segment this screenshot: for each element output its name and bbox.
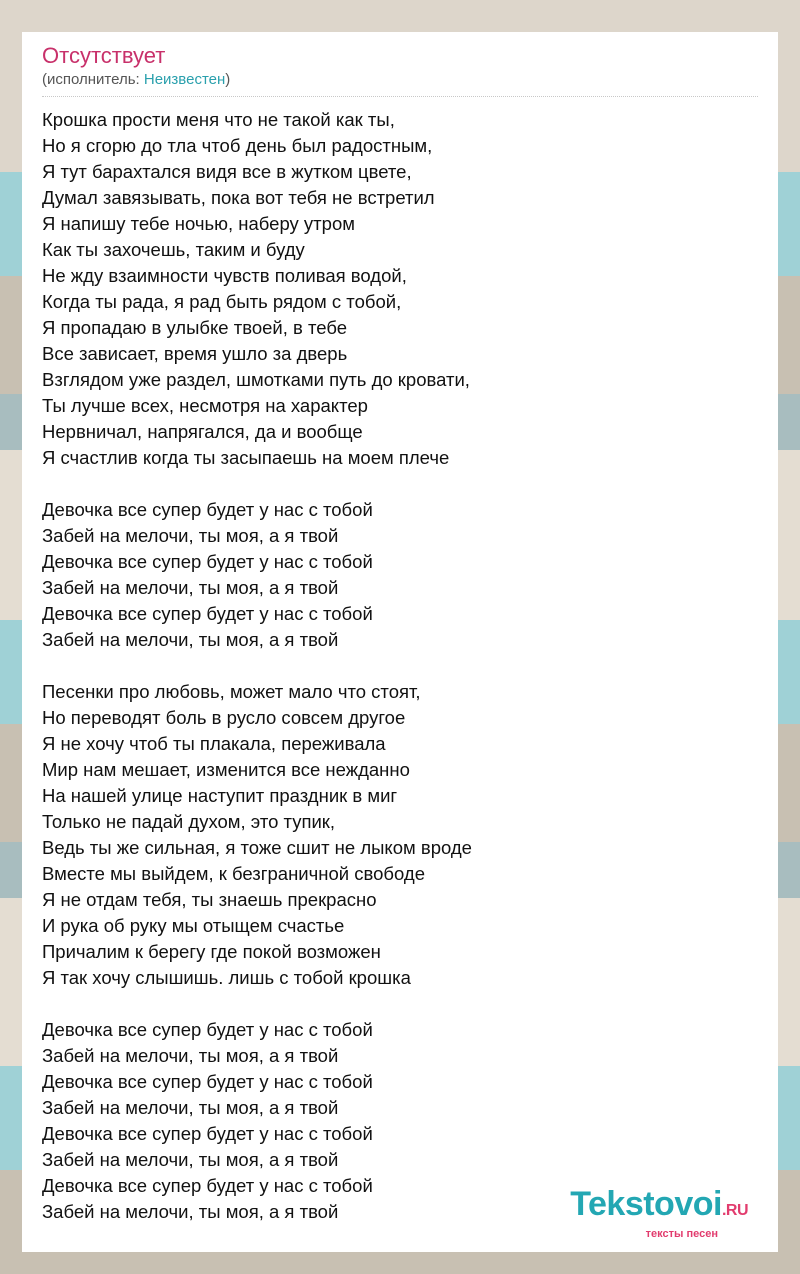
lyrics-verse <box>42 679 758 991</box>
lyrics-line: Девочка все супер будет у нас с тобой <box>42 603 373 624</box>
lyrics-line: Я напишу тебе ночью, наберу утром <box>42 213 355 234</box>
lyrics-line: Я не хочу чтоб ты плакала, переживала <box>42 733 386 754</box>
lyrics-line: Я не отдам тебя, ты знаешь прекрасно <box>42 889 377 910</box>
lyrics-line: Все зависает, время ушло за дверь <box>42 343 348 364</box>
lyrics-line: Я пропадаю в улыбке твоей, в тебе <box>42 317 348 338</box>
lyrics-line: Когда ты рада, я рад быть рядом с тобой, <box>42 291 402 312</box>
artist-prefix: (исполнитель: <box>42 71 144 88</box>
lyrics-line: Как ты захочешь, таким и буду <box>42 239 305 260</box>
lyrics-line: Девочка все супер будет у нас с тобой <box>42 1019 373 1040</box>
artist-link[interactable]: Неизвестен <box>143 71 226 88</box>
song-title: Отсутствует <box>42 43 166 68</box>
lyrics-line: Крошка прости меня что не такой как ты, <box>42 109 395 130</box>
lyrics-line: Вместе мы выйдем, к безграничной свободе <box>42 863 425 884</box>
lyrics-line: Песенки про любовь, может мало что стоят, <box>42 681 421 702</box>
lyrics-line: На нашей улице наступит праздник в миг <box>42 785 398 806</box>
header-divider <box>42 96 758 97</box>
lyrics-line: Я тут барахтался видя все в жутком цвете, <box>42 161 412 182</box>
lyrics-card <box>22 32 778 1252</box>
logo-tld: .RU <box>721 1202 748 1219</box>
lyrics-line: Я счастлив когда ты засыпаешь на моем плече <box>42 447 450 468</box>
lyrics-line: Но переводят боль в русло совсем другое <box>42 707 406 728</box>
lyrics-line: Причалим к берегу где покой возможен <box>42 941 381 962</box>
artist-suffix: ) <box>225 71 231 88</box>
lyrics-line: Девочка все супер будет у нас с тобой <box>42 551 373 572</box>
lyrics-line: И рука об руку мы отыщем счастье <box>42 915 345 936</box>
site-logo[interactable] <box>570 1187 748 1240</box>
lyrics-line: Девочка все супер будет у нас с тобой <box>42 1175 373 1196</box>
lyrics-line: Взглядом уже раздел, шмотками путь до кровати, <box>42 369 470 390</box>
lyrics-line: Забей на мелочи, ты моя, а я твой <box>42 1097 339 1118</box>
lyrics-verse <box>42 497 758 653</box>
lyrics-line: Забей на мелочи, ты моя, а я твой <box>42 1045 339 1066</box>
lyrics-line: Забей на мелочи, ты моя, а я твой <box>42 1149 339 1170</box>
lyrics-line: Не жду взаимности чувств поливая водой, <box>42 265 407 286</box>
logo-tagline: тексты песен <box>645 1228 718 1240</box>
lyrics-line: Я так хочу слышишь. лишь с тобой крошка <box>42 967 411 988</box>
lyrics-line: Забей на мелочи, ты моя, а я твой <box>42 577 339 598</box>
lyrics-line: Мир нам мешает, изменится все нежданно <box>42 759 410 780</box>
lyrics-line: Нервничал, напрягался, да и вообще <box>42 421 363 442</box>
lyrics-line: Девочка все супер будет у нас с тобой <box>42 1071 373 1092</box>
lyrics-line: Забей на мелочи, ты моя, а я твой <box>42 629 339 650</box>
lyrics-line: Думал завязывать, пока вот тебя не встретил <box>42 187 435 208</box>
lyrics-body <box>42 107 758 1225</box>
artist-line <box>42 70 758 90</box>
logo-name: Tekstovoi <box>570 1185 722 1223</box>
lyrics-line: Ведь ты же сильная, я тоже сшит не лыком вроде <box>42 837 472 858</box>
lyrics-verse <box>42 107 758 471</box>
logo-wordmark <box>570 1187 748 1228</box>
lyrics-line: Только не падай духом, это тупик, <box>42 811 336 832</box>
lyrics-line: Забей на мелочи, ты моя, а я твой <box>42 1201 339 1222</box>
lyrics-line: Девочка все супер будет у нас с тобой <box>42 1123 373 1144</box>
lyrics-line: Но я сгорю до тла чтоб день был радостным, <box>42 135 433 156</box>
lyrics-line: Девочка все супер будет у нас с тобой <box>42 499 373 520</box>
lyrics-line: Ты лучше всех, несмотря на характер <box>42 395 368 416</box>
lyrics-line: Забей на мелочи, ты моя, а я твой <box>42 525 339 546</box>
